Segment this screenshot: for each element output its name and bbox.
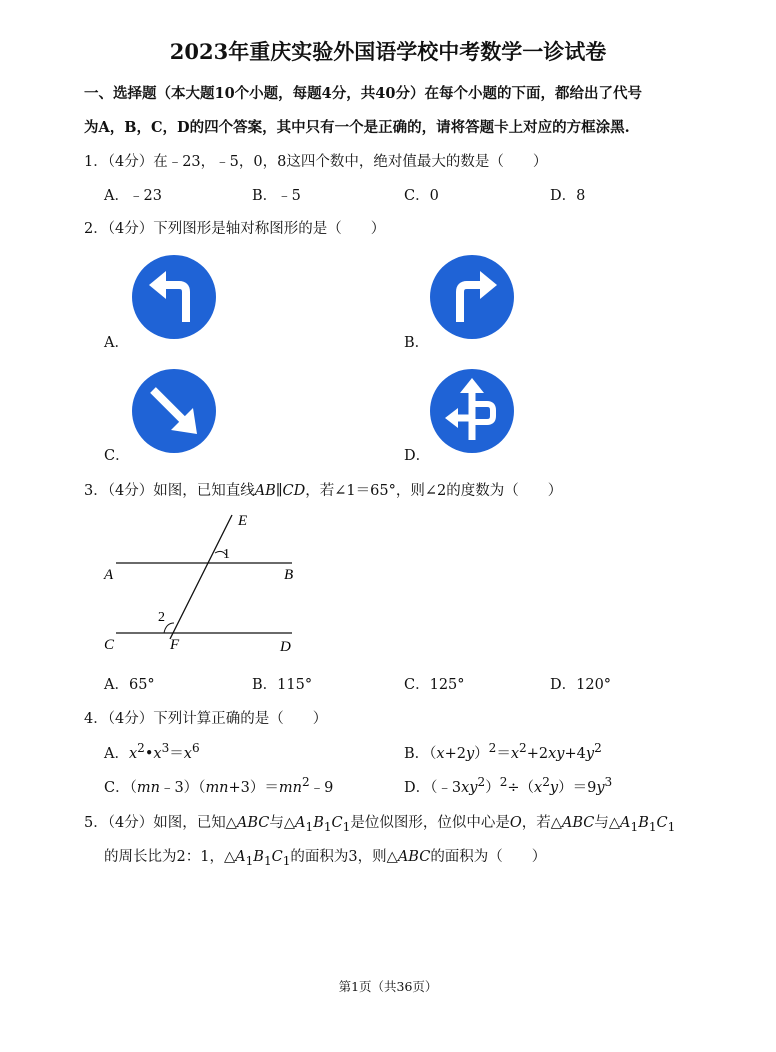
question-2-option-c: C． bbox=[104, 448, 130, 464]
question-3-option-b: B．115° bbox=[252, 677, 313, 693]
question-4-stem: 4．（4分）下列计算正确的是（ ） bbox=[84, 711, 328, 727]
question-4-option-d: D．$(﹣3xy^2)^2\div(x^2y)=9y^3$ bbox=[404, 775, 613, 796]
question-4-option-c: C．$(mn﹣3)(mn+3)=mn^2﹣9$ bbox=[104, 775, 334, 796]
angle-2-label: 2 bbox=[158, 610, 165, 625]
question-3-option-d: D．120° bbox=[550, 677, 612, 693]
question-1-option-a: A．﹣23 bbox=[104, 188, 162, 204]
question-3-option-c: C．125° bbox=[404, 677, 465, 693]
question-1-option-c: C．0 bbox=[404, 188, 439, 204]
diagonal-arrow-sign-icon bbox=[131, 368, 217, 454]
label-b: B bbox=[284, 567, 294, 583]
question-5-stem-line2: 的周长比为2：1，$\triangle A_1B_1C_1$的面积为3，则△ABC的面积为（ ） bbox=[104, 849, 547, 868]
section-instructions-line1: 一、选择题（本大题10个小题，每题4分，共40分）在每个小题的下面，都给出了代号 bbox=[84, 85, 642, 102]
question-3-option-a: A．65° bbox=[104, 677, 155, 693]
label-e: E bbox=[238, 513, 248, 529]
question-1-stem: 1．（4分）在﹣23，﹣5，0，8这四个数中，绝对值最大的数是（ ） bbox=[84, 154, 548, 170]
straight-or-turn-sign-icon bbox=[429, 368, 515, 454]
question-3-stem: 3．（4分）如图，已知直线AB∥CD，若∠1＝65°，则∠2的度数为（ ） bbox=[84, 483, 563, 499]
label-c: C bbox=[104, 637, 115, 653]
question-2-option-d: D． bbox=[404, 448, 431, 464]
left-turn-sign-icon bbox=[131, 254, 217, 340]
label-d: D bbox=[280, 639, 291, 655]
question-1-option-b: B．﹣5 bbox=[252, 188, 301, 204]
right-turn-sign-icon bbox=[429, 254, 515, 340]
question-1-option-d: D．8 bbox=[550, 188, 586, 204]
transversal-ef bbox=[170, 515, 232, 639]
question-2-option-b: B． bbox=[404, 335, 430, 351]
label-a: A bbox=[104, 567, 114, 583]
question-2-stem: 2．（4分）下列图形是轴对称图形的是（ ） bbox=[84, 221, 386, 237]
parallel-lines-figure bbox=[100, 505, 310, 660]
question-4-option-a: A．$x^2•x^3=x^6$ bbox=[104, 741, 200, 762]
question-5-stem-line1: 5．（4分）如图，已知△ABC与$\triangle A_1B_1C_1$是位似图形，位似中心是O，若△ABC与$\triangle A_1B_1C_1$ bbox=[84, 815, 676, 834]
page-title: 2023年重庆实验外国语学校中考数学一诊试卷 bbox=[169, 39, 607, 64]
section-instructions-line2: 为A，B，C，D的四个答案，其中只有一个是正确的，请将答题卡上对应的方框涂黑. bbox=[84, 119, 630, 136]
question-2-option-a: A． bbox=[104, 335, 129, 351]
page-footer: 第1页（共36页） bbox=[338, 979, 438, 994]
question-4-option-b: B．$(x+2y)^2=x^2+2xy+4y^2$ bbox=[404, 741, 602, 762]
label-f: F bbox=[170, 637, 180, 653]
angle-1-label: 1 bbox=[223, 547, 230, 562]
